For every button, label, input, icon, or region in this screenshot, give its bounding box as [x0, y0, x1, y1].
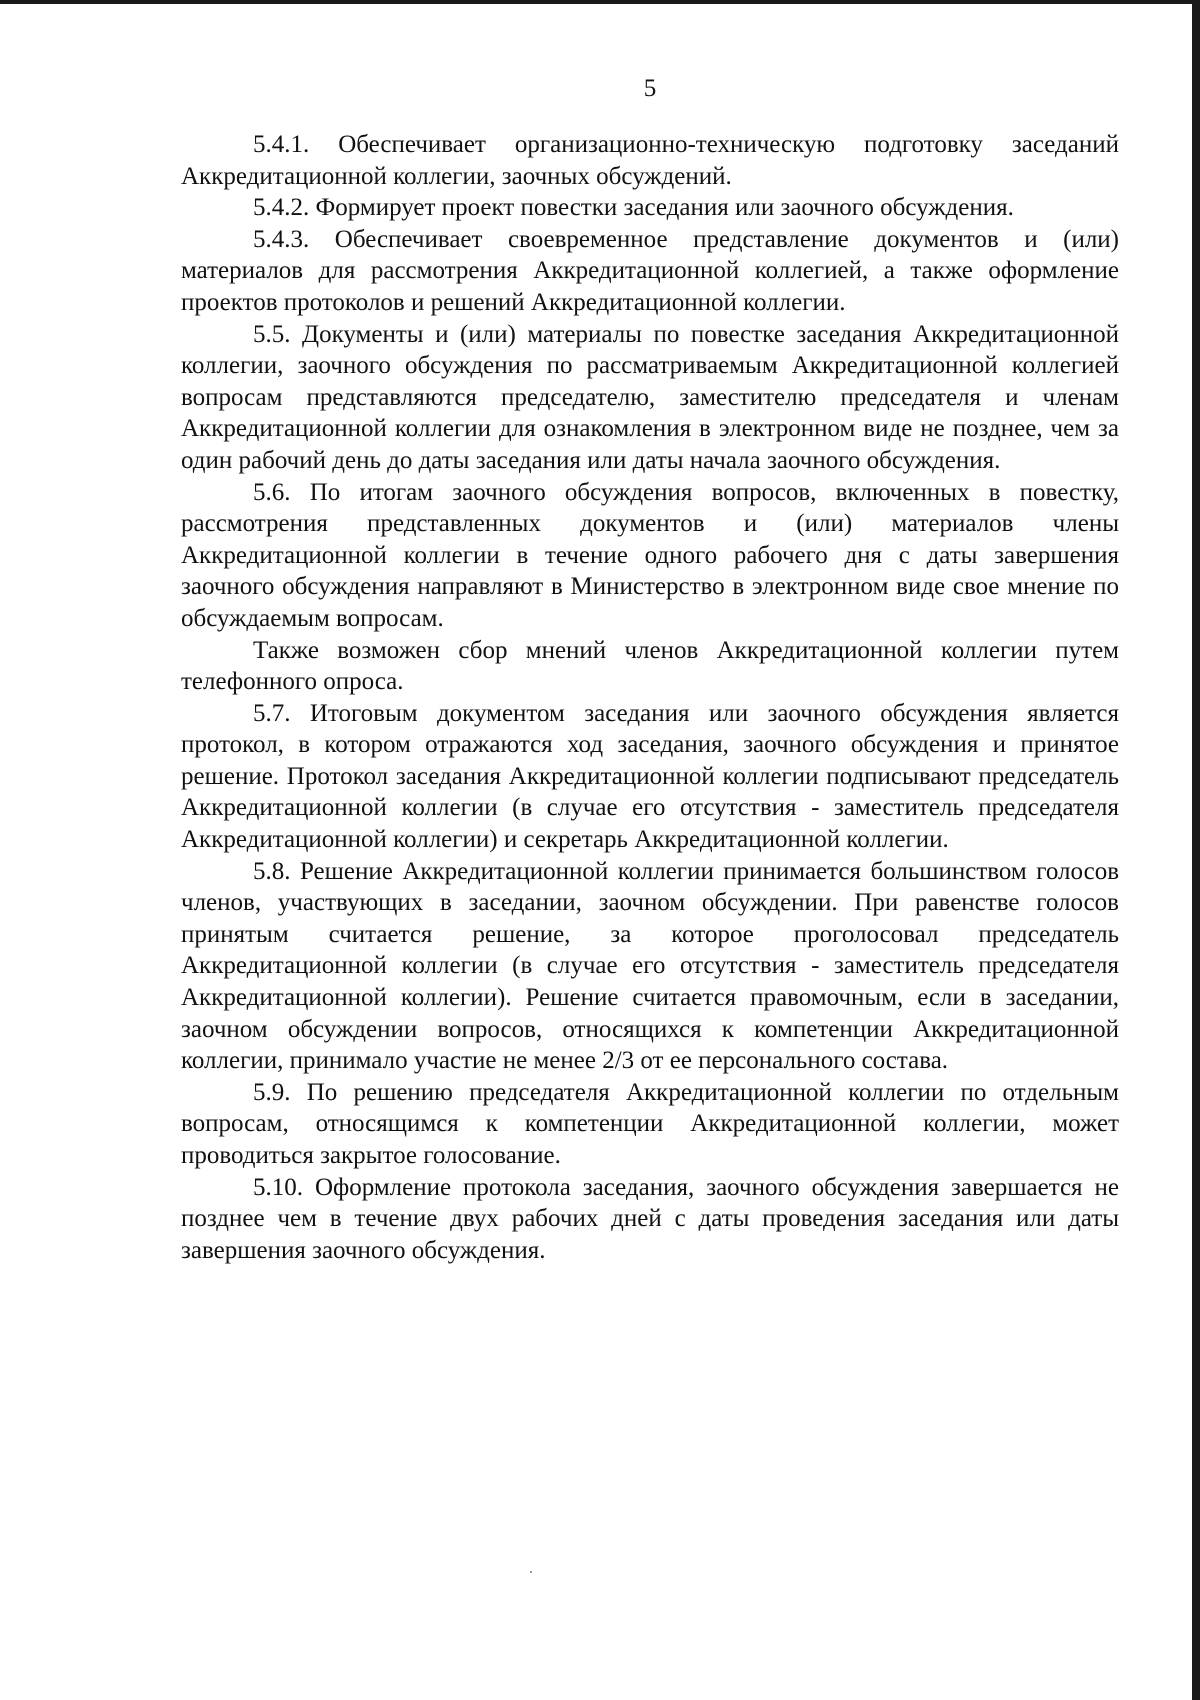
scan-border-top — [0, 0, 1200, 4]
paragraph-5-4-3: 5.4.3. Обеспечивает своевременное представление документов и (или) материалов для рассмотрения Аккредитационной коллегией, а также оформление проектов протоколов и решений Аккредитационной коллегии. — [181, 225, 1119, 316]
document-body — [181, 129, 1119, 1266]
scan-speck — [530, 1571, 532, 1573]
paragraph-5-4-1: 5.4.1. Обеспечивает организационно-техническую подготовку заседаний Аккредитационной коллегии, заочных обсуждений. — [181, 131, 1119, 190]
paragraph-5-9: 5.9. По решению председателя Аккредитационной коллегии по отдельным вопросам, относящимся к компетенции Аккредитационной коллегии, может проводиться закрытое голосование. — [181, 1078, 1119, 1169]
paragraph-5-8: 5.8. Решение Аккредитационной коллегии принимается большинством голосов членов, участвующих в заседании, заочном обсуждении. При равенстве голосов принятым считается решение, за которое проголосовал председатель Аккредитационной коллегии (в случае его отсутствия - заместитель председателя Аккредитационной коллегии). Решение считается правомочным, если в заседании, заочном обсуждении вопросов, относящихся к компетенции Аккредитационной коллегии, принимало участие не менее 2/3 от ее персонального состава. — [181, 857, 1119, 1075]
paragraph-5-5: 5.5. Документы и (или) материалы по повестке заседания Аккредитационной коллегии, заочного обсуждения по рассматриваемым Аккредитационной коллегией вопросам представляются председателю, заместителю председателя и членам Аккредитационной коллегии для ознакомления в электронном виде не позднее, чем за один рабочий день до даты заседания или даты начала заочного обсуждения. — [181, 320, 1119, 474]
paragraph-5-6-continued: Также возможен сбор мнений членов Аккредитационной коллегии путем телефонного опроса. — [181, 636, 1119, 696]
paragraph-5-10: 5.10. Оформление протокола заседания, заочного обсуждения завершается не позднее чем в течение двух рабочих дней с даты проведения заседания или даты завершения заочного обсуждения. — [181, 1173, 1119, 1264]
scan-border-right — [1192, 0, 1200, 1700]
paragraph-5-4-2: 5.4.2. Формирует проект повестки заседания или заочного обсуждения. — [253, 194, 1014, 222]
paragraph-5-7: 5.7. Итоговым документом заседания или заочного обсуждения является протокол, в котором отражаются ход заседания, заочного обсуждения и принятое решение. Протокол заседания Аккредитационной коллегии подписывают председатель Аккредитационной коллегии (в случае его отсутствия - заместитель председателя Аккредитационной коллегии) и секретарь Аккредитационной коллегии. — [181, 699, 1119, 854]
paragraph-5-6: 5.6. По итогам заочного обсуждения вопросов, включенных в повестку, рассмотрения представленных документов и (или) материалов члены Аккредитационной коллегии в течение одного рабочего дня с даты завершения заочного обсуждения направляют в Министерство в электронном виде свое мнение по обсуждаемым вопросам. — [181, 478, 1119, 632]
page-number: 5 — [643, 75, 657, 102]
